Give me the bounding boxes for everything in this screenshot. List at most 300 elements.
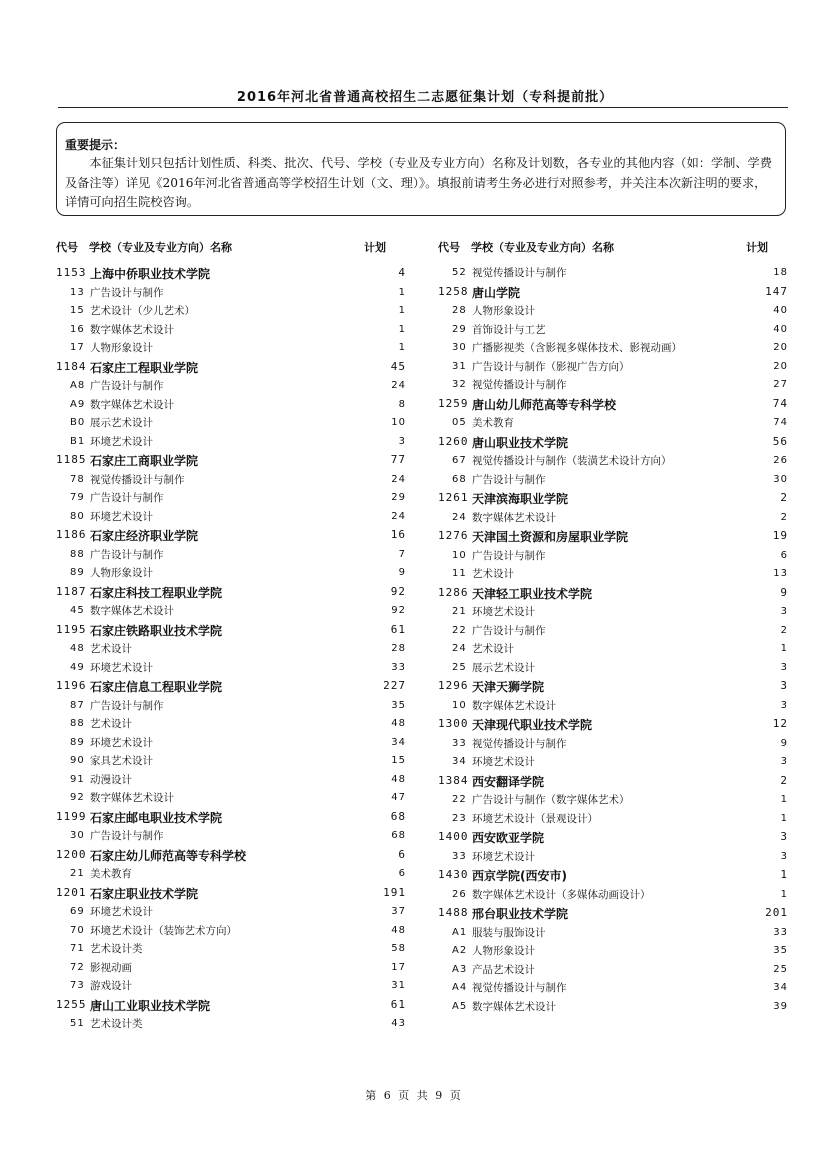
major-name: 数字媒体艺术设计 [472,1000,556,1013]
major-plan: 68 [391,830,406,841]
school-code: 1259 [438,396,469,410]
major-row [56,433,410,452]
major-name: 艺术设计 [472,643,514,655]
major-name: 环境艺术设计 [472,756,535,768]
major-row [438,358,792,377]
major-plan: 1 [398,305,406,316]
major-code: 92 [70,792,85,803]
major-row [56,789,410,808]
school-name: 石家庄信息工程职业学院 [90,680,223,694]
school-name: 西安翻译学院 [472,774,545,789]
major-code: 05 [452,417,467,428]
major-plan: 3 [780,606,788,617]
school-plan: 227 [383,679,406,692]
school-plan: 6 [398,847,406,861]
school-plan: 45 [390,359,406,373]
major-row [438,886,792,905]
major-row [438,264,792,283]
major-code: 23 [452,812,467,824]
major-name: 环境艺术设计 [90,661,153,674]
school-plan: 1 [780,868,788,881]
major-plan: 24 [391,473,406,485]
school-code: 1300 [438,717,469,730]
major-code: 52 [452,267,467,278]
major-name: 产品艺术设计 [472,963,535,976]
major-code: 87 [70,699,85,711]
major-name: 环境艺术设计 [90,510,153,523]
school-plan: 191 [383,885,406,899]
major-name: 广告设计与制作 [90,380,164,392]
school-name: 唐山职业技术学院 [472,435,569,450]
major-row [438,735,792,754]
major-code: A9 [70,398,86,410]
major-name: 环境艺术设计 [472,606,535,618]
major-code: 88 [70,718,85,729]
major-plan: 20 [773,360,788,372]
major-row [56,697,410,716]
school-name: 石家庄工程职业学院 [90,360,199,375]
major-plan: 1 [398,342,406,353]
notice-heading: 重要提示： [65,138,126,152]
school-name: 天津滨海职业学院 [472,492,569,506]
major-row [56,321,410,340]
school-code: 1296 [438,679,469,692]
major-plan: 24 [391,510,406,522]
major-row [438,376,792,395]
major-code: 89 [70,736,85,748]
major-plan: 92 [391,605,406,616]
major-row [56,659,410,678]
major-row [438,924,792,943]
major-plan: 35 [391,699,406,711]
school-code: 1187 [56,584,87,598]
major-name: 展示艺术设计 [472,661,535,674]
major-name: 视觉传播设计与制作 [472,379,567,391]
major-name: 环境艺术设计（景观设计） [472,812,598,825]
school-name: 唐山工业职业技术学院 [90,998,211,1013]
major-code: A2 [452,945,468,956]
major-row [56,827,410,846]
school-plan: 56 [772,434,788,448]
major-name: 环境艺术设计 [90,906,153,918]
major-code: 91 [70,773,85,785]
major-row [56,564,410,583]
major-code: 22 [452,624,467,636]
major-code: 28 [452,305,467,316]
school-name: 石家庄职业技术学院 [90,886,199,901]
major-name: 服装与服饰设计 [472,926,546,939]
major-code: 90 [70,755,85,766]
major-plan: 1 [398,323,406,335]
school-row [438,772,792,792]
major-row [438,471,792,490]
school-code: 1186 [56,528,87,541]
school-name: 天津现代职业技术学院 [472,718,593,732]
major-name: 环境艺术设计（装饰艺术方向） [90,924,237,937]
school-row [438,489,792,509]
major-row [56,471,410,490]
school-row [56,526,410,546]
major-name: 艺术设计类 [90,943,143,955]
major-name: 人物形象设计 [472,945,535,957]
major-row [438,321,792,340]
major-row [438,753,792,772]
major-code: A8 [70,380,86,391]
major-row [56,377,410,396]
major-row [56,715,410,734]
school-code: 1286 [438,585,469,599]
major-plan: 3 [780,699,788,711]
major-code: 29 [452,323,467,335]
major-name: 环境艺术设计 [90,435,153,448]
major-row [438,697,792,716]
major-name: 广告设计与制作 [472,549,546,562]
major-plan: 48 [391,773,406,785]
major-row [56,752,410,771]
major-plan: 2 [780,511,788,523]
major-plan: 33 [773,926,788,938]
school-code: 1276 [438,529,469,542]
major-code: B1 [70,435,86,447]
major-code: 24 [452,511,467,523]
school-code: 1488 [438,906,469,919]
school-plan: 61 [390,622,406,636]
major-row [56,734,410,753]
major-name: 广告设计与制作 [90,830,164,842]
major-name: 人物形象设计 [90,567,153,579]
major-row [438,547,792,566]
major-name: 展示艺术设计 [90,417,153,429]
school-name: 石家庄幼儿师范高等专科学校 [90,848,247,863]
major-row [438,339,792,358]
major-name: 数字媒体艺术设计 [90,792,174,804]
major-row [56,414,410,433]
major-name: 数字媒体艺术设计 [472,511,556,524]
major-name: 数字媒体艺术设计 [90,605,174,617]
school-code: 1153 [56,266,87,279]
major-code: 21 [452,606,467,617]
major-plan: 58 [391,943,406,954]
major-plan: 17 [391,961,406,973]
major-name: 美术教育 [472,417,514,429]
school-row [56,996,410,1016]
major-name: 视觉传播设计与制作 [472,982,567,994]
major-row [438,659,792,678]
major-code: 15 [70,305,85,316]
major-code: 88 [70,548,85,560]
major-plan: 31 [391,980,406,991]
major-name: 数字媒体艺术设计 [90,323,174,336]
major-plan: 10 [391,417,406,428]
major-name: 影视动画 [90,961,132,974]
major-plan: 7 [398,548,406,560]
school-row [56,677,410,697]
major-code: 26 [452,888,467,900]
major-plan: 48 [391,718,406,729]
school-plan: 19 [772,529,788,542]
page-title: 2016年河北省普通高校招生二志愿征集计划（专科提前批） [236,90,614,105]
major-code: 80 [70,510,85,522]
header-plan: 计划 [746,241,768,254]
major-plan: 39 [773,1000,788,1012]
major-row [56,1015,410,1034]
major-plan: 34 [773,982,788,993]
major-name: 数字媒体艺术设计（多媒体动画设计） [472,888,651,901]
header-code: 代号 [56,241,78,254]
school-plan: 74 [772,396,788,410]
major-plan: 6 [780,549,788,561]
school-name: 西安欧亚学院 [472,831,545,845]
major-name: 广告设计与制作 [472,473,546,486]
major-code: 69 [70,906,85,917]
school-code: 1199 [56,809,87,823]
major-code: 32 [452,379,467,390]
major-plan: 9 [780,737,788,749]
right-column [438,238,792,1016]
major-code: 34 [452,756,467,767]
major-name: 美术教育 [90,868,132,880]
major-row [56,959,410,978]
school-name: 石家庄经济职业学院 [90,529,199,543]
school-row [56,451,410,471]
major-name: 艺术设计 [472,568,514,580]
major-name: 环境艺术设计 [90,736,153,749]
major-plan: 20 [773,342,788,353]
major-name: 首饰设计与工艺 [472,323,546,336]
school-name: 天津轻工职业技术学院 [472,586,593,601]
school-name: 石家庄铁路职业技术学院 [90,623,223,638]
notice-body: 本征集计划只包括计划性质、科类、批次、代号、学校（专业及专业方向）名称及计划数，各专业的其他内容（如：学制、学费及备注等）详见《2016年河北省普通高等学校招生计划（文、理）》。填报前请考生务必进行对照参考，并关注本次新注明的要求，详情可向招生院校咨询。 [65,156,772,209]
school-code: 1200 [56,847,87,861]
school-name: 天津国土资源和房屋职业学院 [472,530,629,544]
major-plan: 33 [391,661,406,673]
major-row [438,810,792,829]
school-code: 1255 [56,997,87,1011]
major-plan: 8 [398,398,406,410]
school-name: 唐山学院 [472,285,521,300]
column-header [56,238,410,258]
school-code: 1384 [438,773,469,787]
major-name: 视觉传播设计与制作 [472,737,567,750]
major-plan: 35 [773,945,788,956]
major-plan: 47 [391,792,406,803]
major-name: 广播影视类（含影视多媒体技术、影视动画） [472,342,682,354]
major-plan: 25 [773,963,788,975]
school-name: 石家庄工商职业学院 [90,454,199,468]
school-row [438,433,792,453]
major-row [438,979,792,998]
major-plan: 1 [780,888,788,900]
major-name: 视觉传播设计与制作（装潢艺术设计方向） [472,455,672,467]
school-plan: 61 [390,997,406,1011]
school-name: 西京学院(西安市) [472,869,567,883]
school-name: 上海中侨职业技术学院 [90,267,211,281]
major-code: 11 [452,568,467,579]
major-row [438,848,792,867]
major-plan: 1 [780,812,788,824]
major-code: 48 [70,643,85,654]
major-code: 13 [70,286,85,298]
major-code: 17 [70,342,85,353]
major-row [56,865,410,884]
school-row [438,828,792,848]
major-plan: 3 [780,850,788,862]
major-code: A1 [452,926,468,938]
school-plan: 12 [772,717,788,730]
major-row [56,771,410,790]
major-row [438,565,792,584]
major-row [438,603,792,622]
major-code: 51 [70,1018,85,1029]
major-plan: 13 [773,568,788,579]
school-row [438,904,792,924]
major-name: 艺术设计 [90,643,132,655]
school-plan: 9 [780,585,788,599]
major-plan: 15 [391,755,406,766]
school-row [438,715,792,735]
major-code: 24 [452,643,467,654]
major-plan: 9 [398,567,406,578]
major-name: 视觉传播设计与制作 [90,473,185,486]
major-row [56,339,410,358]
major-code: 10 [452,699,467,711]
major-plan: 1 [780,794,788,805]
major-row [56,903,410,922]
major-row [438,961,792,980]
school-plan: 147 [765,284,788,298]
major-code: 33 [452,737,467,749]
major-code: 72 [70,961,85,973]
major-code: 79 [70,492,85,503]
school-plan: 68 [390,809,406,823]
school-row [438,527,792,547]
major-row [56,489,410,508]
major-code: 71 [70,943,85,954]
major-name: 广告设计与制作 [90,548,164,561]
major-plan: 29 [391,492,406,503]
school-row [56,264,410,284]
major-row [56,546,410,565]
major-code: 21 [70,868,85,879]
major-code: 33 [452,850,467,862]
school-code: 1258 [438,284,469,298]
major-code: A5 [452,1000,468,1012]
major-row [56,940,410,959]
school-plan: 77 [390,453,406,466]
major-plan: 18 [773,267,788,278]
school-code: 1195 [56,622,87,636]
major-row [438,414,792,433]
major-row [438,302,792,321]
school-code: 1184 [56,359,87,373]
major-plan: 74 [773,417,788,428]
notice-box [56,122,786,216]
major-plan: 3 [780,661,788,673]
major-name: 广告设计与制作 [90,286,164,299]
school-row [56,358,410,378]
major-code: 70 [70,924,85,936]
major-row [56,602,410,621]
major-name: 数字媒体艺术设计 [90,398,174,411]
major-plan: 37 [391,906,406,917]
major-name: 视觉传播设计与制作 [472,267,567,279]
school-row [438,866,792,886]
major-plan: 1 [780,643,788,654]
school-plan: 2 [780,491,788,504]
major-name: 艺术设计类 [90,1018,143,1030]
major-plan: 40 [773,305,788,316]
major-name: 广告设计与制作（数字媒体艺术） [472,794,630,806]
major-plan: 43 [391,1018,406,1029]
major-name: 家具艺术设计 [90,755,153,767]
major-code: B0 [70,417,86,428]
school-name: 石家庄科技工程职业学院 [90,585,223,600]
major-code: 67 [452,455,467,466]
major-code: 31 [452,360,467,372]
major-code: 49 [70,661,85,673]
school-code: 1430 [438,868,469,881]
header-plan: 计划 [364,241,386,254]
school-code: 1201 [56,885,87,899]
major-name: 数字媒体艺术设计 [472,699,556,712]
major-name: 广告设计与制作 [90,492,164,504]
major-plan: 28 [391,643,406,654]
major-name: 游戏设计 [90,980,132,992]
major-name: 艺术设计 [90,718,132,730]
major-plan: 34 [391,736,406,748]
major-row [438,509,792,528]
header-name: 学校（专业及专业方向）名称 [89,241,232,254]
major-row [438,452,792,471]
title-divider [58,107,788,108]
major-plan: 3 [398,435,406,447]
major-code: 10 [452,549,467,561]
major-row [438,791,792,810]
school-code: 1261 [438,491,469,504]
school-row [438,283,792,303]
major-code: 25 [452,661,467,673]
school-name: 石家庄邮电职业技术学院 [90,810,223,825]
major-name: 环境艺术设计 [472,850,535,863]
major-plan: 30 [773,473,788,485]
left-rows [56,264,410,1034]
school-code: 1185 [56,453,87,466]
major-row [56,396,410,415]
major-row [56,302,410,321]
major-row [56,977,410,996]
major-plan: 2 [780,624,788,636]
header-code: 代号 [438,241,460,254]
school-plan: 3 [780,830,788,843]
school-row [56,846,410,866]
school-plan: 92 [390,584,406,598]
header-name: 学校（专业及专业方向）名称 [471,241,614,254]
school-row [56,808,410,828]
major-row [438,622,792,641]
school-plan: 3 [780,679,788,692]
major-plan: 1 [398,286,406,298]
school-row [56,884,410,904]
school-name: 唐山幼儿师范高等专科学校 [472,397,617,412]
school-name: 邢台职业技术学院 [472,907,569,921]
major-plan: 40 [773,323,788,335]
major-code: 45 [70,605,85,616]
major-row [56,508,410,527]
major-name: 广告设计与制作 [90,699,164,712]
major-plan: 26 [773,455,788,466]
school-plan: 16 [390,528,406,541]
major-code: 89 [70,567,85,578]
